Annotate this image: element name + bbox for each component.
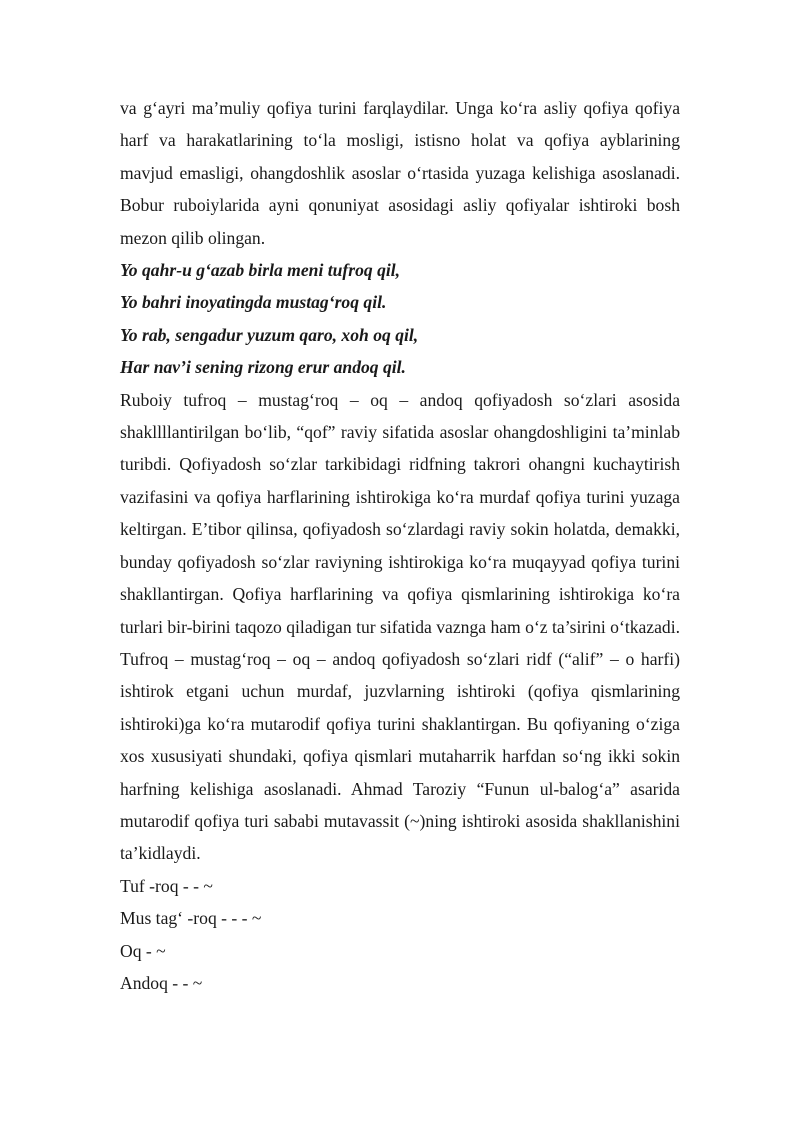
paragraph-analysis: Ruboiy tufroq – mustag‘roq – oq – andoq qofiyadosh so‘zlari asosida shakllllantirilgan bo‘lib, “qof” raviy sifatida asoslar ohangdoshligini ta’minlab turibdi. Qofiyadosh so‘zlar tarkibidagi ridfning takrori ohangni kuchaytirish vazifasini va qofiya harflarining ishtirokiga ko‘ra murdaf qofiya turini yuzaga keltirgan. E’tibor qilinsa, qofiyadosh so‘zlardagi raviy sokin holatda, demakki, bunday qofiyadosh so‘zlar raviyning ishtirokiga ko‘ra muqayyad qofiya turini shakllantirgan. Qofiya harflarining va qofiya qismlarining ishtirokiga ko‘ra turlari bir-birini taqozo qiladigan tur sifatida vaznga ham o‘z ta’sirini o‘tkazadi. Tufroq – mustag‘roq – oq – andoq qofiyadosh so‘zlari ridf (“alif” – o harfi) ishtirok etgani uchun murdaf, juzvlarning ishtiroki (qofiya qismlarining ishtiroki)ga ko‘ra mutarodif qofiya turini shaklantirgan. Bu qofiyaning o‘ziga xos xususiyati shundaki, qofiya qismlari mutaharrik harfdan so‘ng ikki sokin harfning kelishiga asoslanadi. Ahmad Taroziy “Funun ul-balog‘a” asarida mutarodif qofiya turi sababi mutavassit (~)ning ishtiroki asosida shakllanishini ta’kidlaydi. — [120, 389, 681, 864]
scheme-line-2: Mus tag‘ -roq - - - ~ — [120, 908, 262, 929]
document-page — [120, 92, 680, 999]
paragraph-intro: va g‘ayri ma’muliy qofiya turini farqlaydilar. Unga ko‘ra asliy qofiya qofiya harf va harakatlarining to‘la mosligi, istisno holat va qofiya ayblarining mavjud emasligi, ohangdoshlik asoslar o‘rtasida yuzaga kelishiga asoslanadi. Bobur ruboiylarida ayni qonuniyat asosidagi asliy qofiyalar ishtiroki bosh mezon qilib olingan. — [120, 98, 680, 248]
scheme-line-1: Tuf -roq - - ~ — [120, 875, 213, 896]
verse-line-4: Har nav’i sening rizong erur andoq qil. — [120, 357, 406, 378]
scheme-line-3: Oq - ~ — [120, 940, 166, 961]
verse-line-3: Yo rab, sengadur yuzum qaro, xoh oq qil, — [120, 324, 419, 345]
verse-block — [120, 254, 680, 384]
scheme-line-4: Andoq - - ~ — [120, 972, 203, 993]
verse-line-1: Yo qahr-u g‘azab birla meni tufroq qil, — [120, 260, 401, 281]
verse-line-2: Yo bahri inoyatingda mustag‘roq qil. — [120, 292, 387, 313]
rhyme-scheme — [120, 870, 680, 1000]
